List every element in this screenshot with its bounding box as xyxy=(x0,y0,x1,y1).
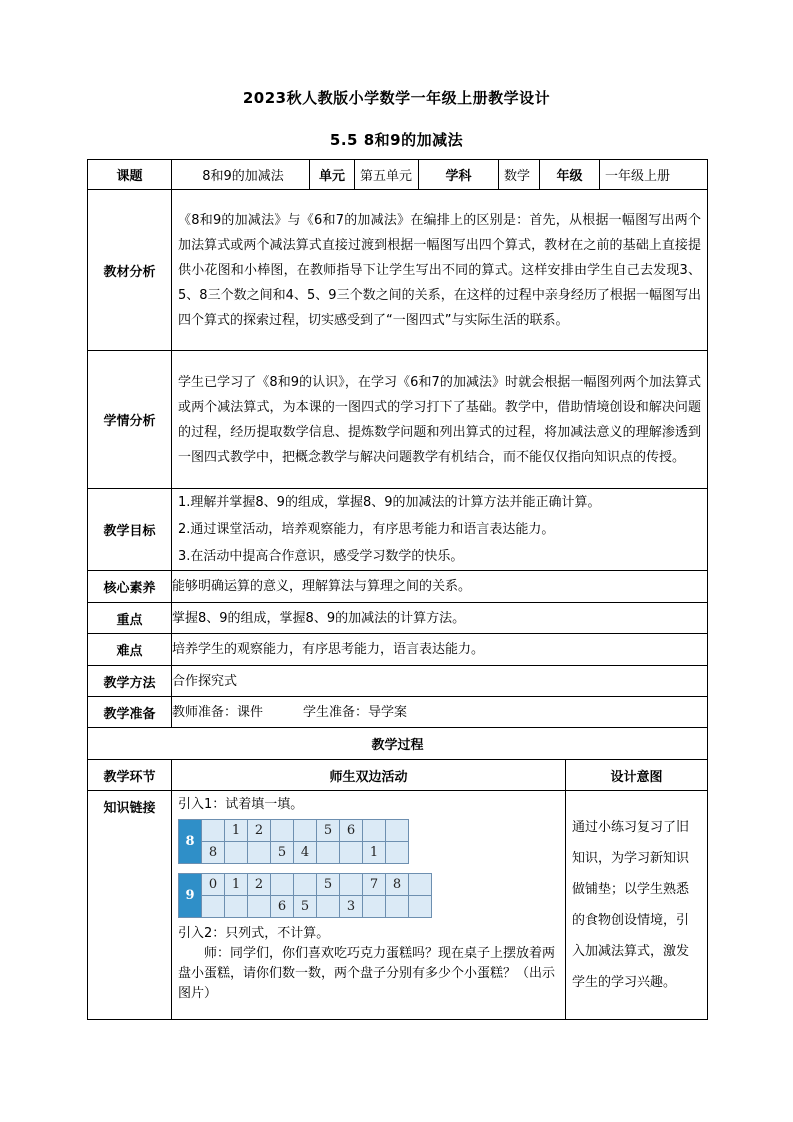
grid-cell xyxy=(248,842,271,864)
method-row xyxy=(88,666,708,697)
grid-cell xyxy=(225,896,248,918)
method-label: 教学方法 xyxy=(88,666,172,697)
grid-cell: 1 xyxy=(363,842,386,864)
grid-cell: 1 xyxy=(225,820,248,842)
textbook-analysis-text: 《8和9的加减法》与《6和7的加减法》在编排上的区别是：首先，从根据一幅图写出两个加法算式或两个减法算式直接过渡到根据一幅图写出四个算式，教材在之前的基础上直接提供小花图和小棒图，在教师指导下让学生写出不同的算式。这样安排由学生自己去发现3、5、8三个数之间和4、5、9三个数之间的关系，在这样的过程中亲身经历了根据一幅图写出四个算式的探索过程，切实感受到了“一图四式”与实际生活的联系。 xyxy=(172,190,708,351)
grid-cell xyxy=(271,874,294,896)
grid-cell: 7 xyxy=(363,874,386,896)
teacher-prep: 教师准备：课件 xyxy=(172,704,264,720)
grid-cell: 8 xyxy=(386,874,409,896)
grid-cell: 8 xyxy=(202,842,225,864)
grid-cell xyxy=(409,874,432,896)
grid-cell: 5 xyxy=(271,842,294,864)
grid-cell: 5 xyxy=(317,820,340,842)
grid-cell xyxy=(386,842,409,864)
learner-analysis-text: 学生已学习了《8和9的认识》，在学习《6和7的加减法》时就会根据一幅图列两个加法算式或两个减法算式，为本课的一图四式的学习打下了基础。教学中，借助情境创设和解决问题的过程，经历提取数学信息、提炼数学问题和列出算式的过程，将加减法意义的理解渗透到一图四式教学中，把概念教学与解决问题教学有机结合，而不能仅仅指向知识点的传授。 xyxy=(172,351,708,489)
literacy-row xyxy=(88,571,708,603)
activity-column-header: 师生双边活动 xyxy=(172,760,566,791)
grid-cell: 2 xyxy=(248,820,271,842)
student-prep: 学生准备：导学案 xyxy=(303,704,408,720)
grid-cell xyxy=(386,820,409,842)
header-row xyxy=(88,160,708,190)
document-title: 2023秋人教版小学数学一年级上册教学设计 xyxy=(242,89,551,107)
grid-cell xyxy=(294,820,317,842)
grid-cell xyxy=(317,896,340,918)
learner-analysis-label: 学情分析 xyxy=(88,351,172,489)
process-header-row xyxy=(88,760,708,791)
knowledge-link-label: 知识链接 xyxy=(88,791,172,1020)
lesson-plan-table xyxy=(87,159,708,1020)
key-point-text: 掌握8、9的组成，掌握8、9的加减法的计算方法。 xyxy=(172,603,708,634)
grade-label: 年级 xyxy=(540,160,600,190)
intro-2: 引入2：只列式，不计算。 xyxy=(178,926,330,941)
goal-item: 2.通过课堂活动，培养观察能力，有序思考能力和语言表达能力。 xyxy=(178,522,555,537)
process-title: 教学过程 xyxy=(88,728,708,760)
grade-value: 一年级上册 xyxy=(600,160,708,190)
textbook-analysis-row xyxy=(88,190,708,351)
topic-value: 8和9的加减法 xyxy=(172,160,310,190)
subject-label: 学科 xyxy=(419,160,499,190)
literacy-label: 核心素养 xyxy=(88,571,172,603)
grid-cell xyxy=(409,896,432,918)
teacher-prompt: 师：同学们，你们喜欢吃巧克力蛋糕吗？现在桌子上摆放着两盘小蛋糕，请你们数一数，两个盘子分别有多少个小蛋糕？（出示图片） xyxy=(178,946,556,1001)
grid-cell xyxy=(340,842,363,864)
unit-label: 单元 xyxy=(310,160,355,190)
grid-cell xyxy=(340,874,363,896)
grid-cell xyxy=(225,842,248,864)
grid-head: 8 xyxy=(179,820,202,864)
grid-cell xyxy=(386,896,409,918)
difficulty-text: 培养学生的观察能力，有序思考能力，语言表达能力。 xyxy=(172,634,708,666)
learner-analysis-row xyxy=(88,351,708,489)
textbook-analysis-label: 教材分析 xyxy=(88,190,172,351)
difficulty-label: 难点 xyxy=(88,634,172,666)
design-intent-text: 通过小练习复习了旧知识，为学习新知识做铺垫；以学生熟悉的食物创设情境，引入加减法算式，激发学生的学习兴趣。 xyxy=(566,791,708,1020)
knowledge-activity xyxy=(172,791,566,1020)
grid-cell xyxy=(248,896,271,918)
number-grid-8 xyxy=(178,819,409,864)
prep-row xyxy=(88,697,708,728)
knowledge-link-row xyxy=(88,791,708,1020)
literacy-text: 能够明确运算的意义，理解算法与算理之间的关系。 xyxy=(172,571,708,603)
grid-cell: 2 xyxy=(248,874,271,896)
grid-cell: 1 xyxy=(225,874,248,896)
grid-cell xyxy=(294,874,317,896)
goals-row xyxy=(88,489,708,571)
intent-column-header: 设计意图 xyxy=(566,760,708,791)
grid-cell xyxy=(363,896,386,918)
prep-text xyxy=(172,697,708,728)
key-point-row xyxy=(88,603,708,634)
grid-cell xyxy=(271,820,294,842)
topic-label: 课题 xyxy=(88,160,172,190)
grid-cell xyxy=(317,842,340,864)
unit-value: 第五单元 xyxy=(355,160,419,190)
goal-item: 1.理解并掌握8、9的组成，掌握8、9的加减法的计算方法并能正确计算。 xyxy=(178,495,601,510)
grid-cell: 3 xyxy=(340,896,363,918)
grid-cell: 5 xyxy=(294,896,317,918)
lesson-title: 5.5 8和9的加减法 xyxy=(329,131,464,149)
goals-label: 教学目标 xyxy=(88,489,172,571)
intro-1: 引入1：试着填一填。 xyxy=(178,797,304,812)
key-point-label: 重点 xyxy=(88,603,172,634)
goals-list xyxy=(172,489,708,571)
difficulty-row xyxy=(88,634,708,666)
grid-cell xyxy=(202,896,225,918)
grid-cell: 6 xyxy=(271,896,294,918)
grid-cell: 4 xyxy=(294,842,317,864)
number-grid-9 xyxy=(178,873,432,918)
prep-label: 教学准备 xyxy=(88,697,172,728)
method-text: 合作探究式 xyxy=(172,666,708,697)
grid-cell: 6 xyxy=(340,820,363,842)
grid-cell: 5 xyxy=(317,874,340,896)
subject-value: 数学 xyxy=(499,160,540,190)
stage-column-header: 教学环节 xyxy=(88,760,172,791)
goal-item: 3.在活动中提高合作意识，感受学习数学的快乐。 xyxy=(178,549,464,564)
process-title-row xyxy=(88,728,708,760)
grid-head: 9 xyxy=(179,874,202,918)
grid-cell xyxy=(202,820,225,842)
grid-cell: 0 xyxy=(202,874,225,896)
grid-cell xyxy=(363,820,386,842)
